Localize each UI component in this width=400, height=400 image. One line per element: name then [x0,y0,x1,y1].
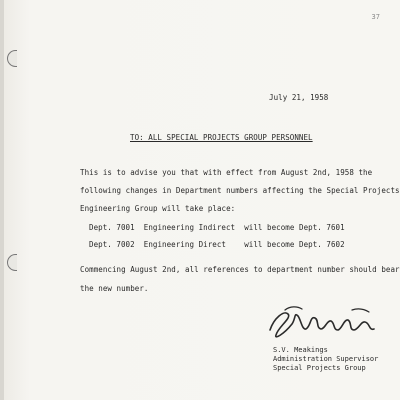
memo-date: July 21, 1958 [269,93,329,102]
closing-line-1: Commencing August 2nd, all references to department number should bear [80,265,400,274]
intro-line-3: Engineering Group will take place: [80,204,236,213]
punch-hole-bottom [7,254,17,271]
handwritten-signature [264,300,384,342]
closing-line-2: the new number. [80,284,149,293]
signer-title: Administration Supervisor [273,355,379,363]
intro-line-2: following changes in Department numbers affecting the Special Projects [80,186,400,195]
signer-name: S.V. Meakings [273,346,328,354]
intro-line-1: This is to advise you that with effect from August 2nd, 1958 the [80,168,373,177]
signer-group: Special Projects Group [273,364,366,372]
binder-edge [0,0,4,400]
page-number: 37 [371,13,380,21]
memo-heading: TO: ALL SPECIAL PROJECTS GROUP PERSONNEL [130,133,313,142]
dept-change-2: Dept. 7002 Engineering Direct will become Dept. 7602 [89,240,345,249]
dept-change-1: Dept. 7001 Engineering Indirect will become Dept. 7601 [89,223,345,232]
signature-block [273,346,378,373]
punch-hole-top [7,50,17,67]
